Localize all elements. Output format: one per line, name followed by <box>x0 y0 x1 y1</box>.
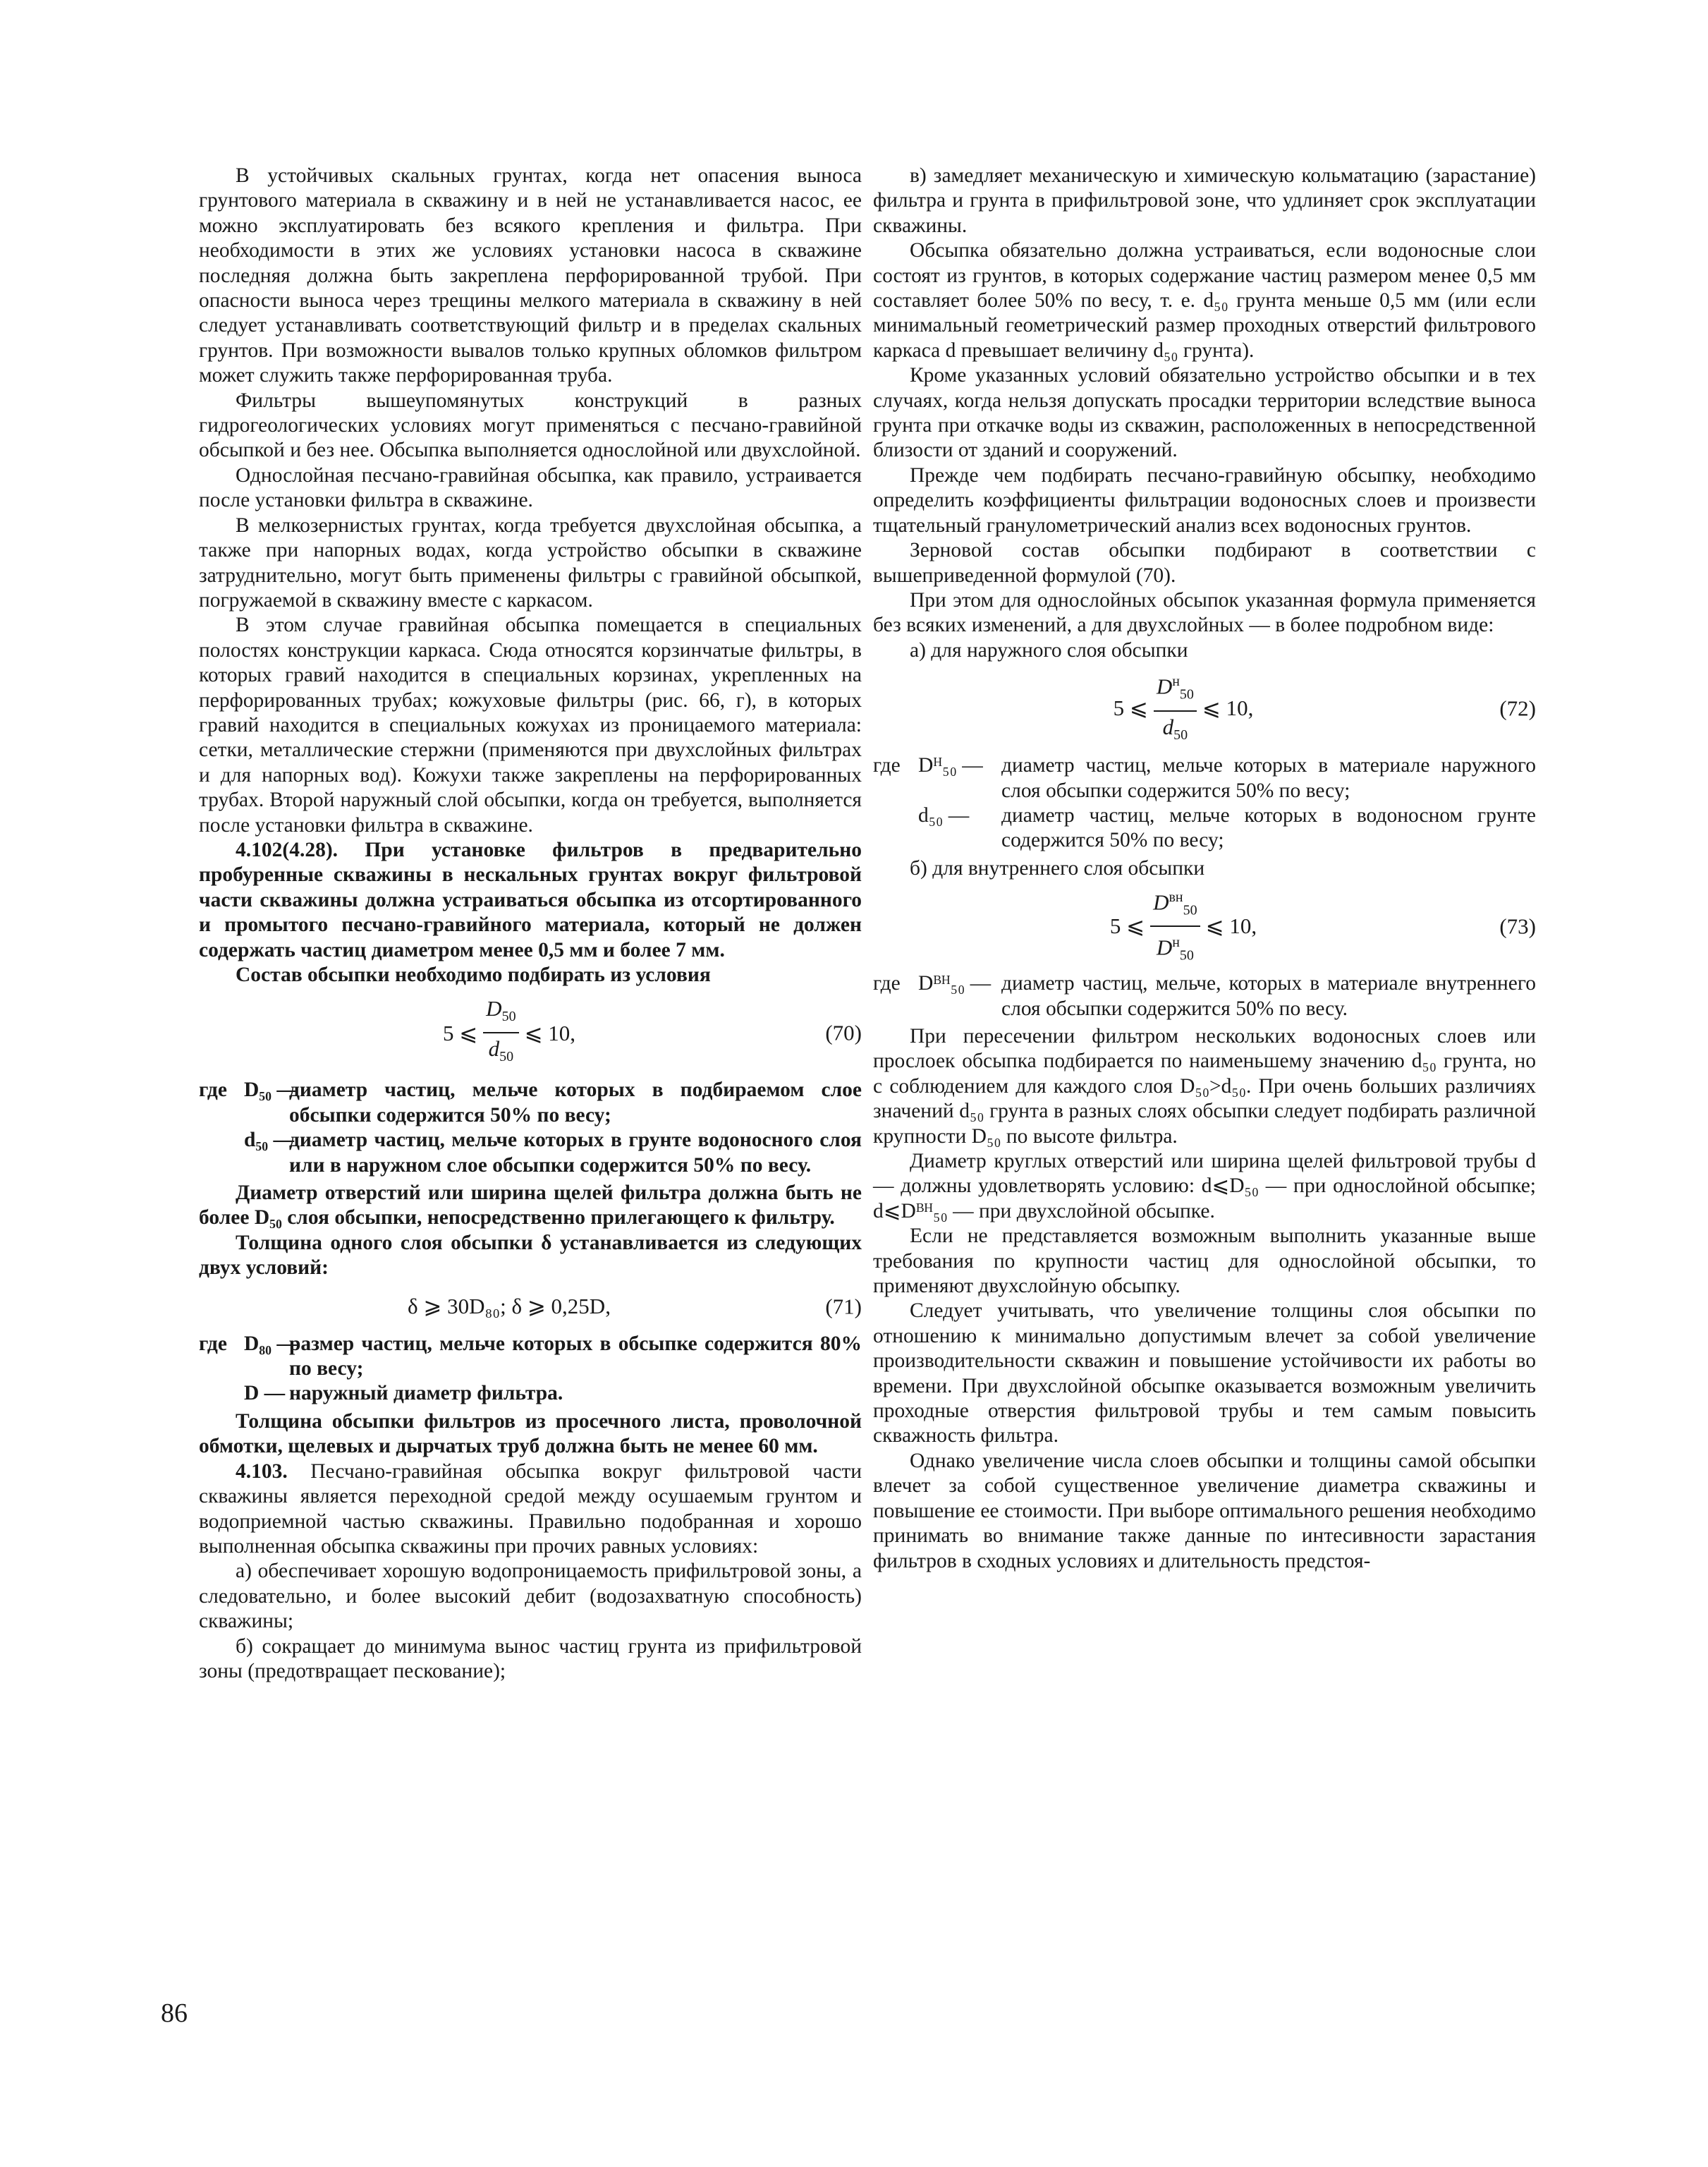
where-label: где <box>199 1079 227 1102</box>
symbol: D — <box>244 1382 286 1405</box>
formula-70 <box>199 992 862 1074</box>
definition: диаметр частиц, мельче которых в материале наружного слоя обсыпки содержится 50% по весу; <box>1001 754 1536 802</box>
paragraph: Однослойная песчано-гравийная обсыпка, как правило, устраивается после установки фильтра в скважине. <box>199 463 862 512</box>
definition: наружный диаметр фильтра. <box>289 1382 563 1405</box>
paragraph: Диаметр отверстий или ширина щелей фильтра должна быть не более D₅₀ слоя обсыпки, непосредственно прилегающего к фильтру. <box>199 1182 862 1230</box>
formula-right: ⩽ 10, <box>1205 913 1257 939</box>
formula-left: 5 ⩽ <box>1113 696 1148 721</box>
formula-72 <box>873 667 1536 749</box>
formula-body: δ ⩾ 30D₈₀; δ ⩾ 0,25D, <box>408 1293 611 1318</box>
definition: диаметр частиц, мельче, которых в материале внутреннего слоя обсыпки содержится 50% по весу. <box>1001 972 1536 1020</box>
symbol: Dᴴ₅₀ — <box>918 754 983 777</box>
fraction: $\frac{D^н_{50}}{d_{50}}$ <box>1154 667 1197 749</box>
symbol: d₅₀ — <box>918 803 970 827</box>
paragraph: Диаметр круглых отверстий или ширина щелей фильтровой трубы d — должны удовлетворять условию: d⩽D₅₀ — при однослойной обсыпке; d⩽Dᴮᴴ₅₀ — при двухслойной обсыпке. <box>873 1150 1536 1222</box>
where-label: где <box>873 754 901 777</box>
paragraph: При этом для однослойных обсыпок указанная формула применяется без всяких изменений, а для двухслойных — в более подробном виде: <box>873 588 1536 637</box>
fraction: $\frac{D^{вн}_{50}}{D^н_{50}}$ <box>1150 883 1200 970</box>
definitions-73 <box>873 971 1536 1021</box>
paragraph: Состав обсыпки необходимо подбирать из условия <box>236 964 711 986</box>
definitions-72 <box>873 753 1536 854</box>
paragraph: Толщина одного слоя обсыпки δ устанавливается из следующих двух условий: <box>199 1231 862 1280</box>
formula-right: ⩽ 10, <box>524 1020 576 1045</box>
left-column <box>199 164 862 1684</box>
symbol: D₈₀ — <box>244 1332 298 1355</box>
paragraph: Однако увеличение числа слоев обсыпки и толщины самой обсыпки влечет за собой существенное увеличение диаметра скважины и повышение ее стоимости. При выборе оптимального решения необходимо принимать во внимание также данные по интесивности зарастания фильтров в сходных условиях и длительность предстоя- <box>873 1449 1536 1572</box>
fraction: $\frac{D_{50}}{d_{50}}$ <box>483 995 518 1071</box>
formula-number: (70) <box>825 1020 862 1045</box>
paragraph: Кроме указанных условий обязательно устройство обсыпки и в тех случаях, когда нельзя допускать просадки территории вследствие выноса грунта при откачке воды из скважин, расположенных в непосредственной близости от зданий и сооружений. <box>873 364 1536 462</box>
paragraph: б) сокращает до минимума вынос частиц грунта из прифильтровой зоны (предотвращает пескование); <box>199 1634 862 1682</box>
definition: диаметр частиц, мельче которых в водоносном грунте содержится 50% по весу; <box>1001 803 1536 852</box>
formula-left: 5 ⩽ <box>1109 913 1145 939</box>
definitions-71 <box>199 1332 862 1407</box>
formula-number: (72) <box>1499 696 1536 721</box>
paragraph: В мелкозернистых грунтах, когда требуется двухслойная обсыпка, а также при напорных водах, когда устройство обсыпки в скважине затруднительно, могут быть применены фильтры с гравийной обсыпкой, погружаемой в скважину вместе с каркасом. <box>199 514 862 612</box>
where-label: где <box>873 972 901 995</box>
definition: диаметр частиц, мельче которых в грунте водоносного слоя или в наружном слое обсыпки содержится 50% по весу. <box>289 1129 862 1177</box>
right-column <box>873 164 1536 1574</box>
where-label: где <box>199 1332 227 1355</box>
symbol: D₅₀ — <box>244 1079 298 1102</box>
formula-number: (73) <box>1499 913 1536 939</box>
paragraph: Следует учитывать, что увеличение толщины слоя обсыпки по отношению к минимально допустимым влечет за собой увеличение производительности скважин и повышение устойчивости их работы во времени. При двухслойной обсыпке оказывается возможным увеличить проходные отверстия фильтровой трубы и тем самым повысить скважность фильтра. <box>873 1299 1536 1447</box>
paragraph: Обсыпка обязательно должна устраиваться, если водоносные слои состоят из грунтов, в которых содержание частиц размером менее 0,5 мм составляет более 50% по весу, т. е. d₅₀ грунта меньше 0,5 мм (или если минимальный геометрический размер проходных отверстий фильтрового каркаса d превышает величину d₅₀ грунта). <box>873 239 1536 362</box>
paragraph: Фильтры вышеупомянутых конструкций в разных гидрогеологических условиях могут применяться с песчано-гравийной обсыпкой и без нее. Обсыпка выполняется однослойной или двухслойной. <box>199 389 862 462</box>
paragraph: а) для наружного слоя обсыпки <box>910 638 1188 662</box>
paragraph: Толщина обсыпки фильтров из просечного листа, проволочной обмотки, щелевых и дырчатых труб должна быть не менее 60 мм. <box>199 1409 862 1458</box>
paragraph: б) для внутреннего слоя обсыпки <box>910 856 1205 880</box>
paragraph: а) обеспечивает хорошую водопроницаемость прифильтровой зоны, а следовательно, и более высокий дебит (водозахватную способность) скважины; <box>199 1560 862 1633</box>
paragraph: Если не представляется возможным выполнить указанные выше требования по крупности частиц для однослойной обсыпки, то применяют двухслойную обсыпку. <box>873 1225 1536 1298</box>
formula-71 <box>199 1285 862 1328</box>
page-number: 86 <box>161 1998 188 2028</box>
paragraph: В этом случае гравийная обсыпка помещается в специальных полостях конструкции каркаса. Сюда относятся корзинчатые фильтры, в которых гравий находится в специальных корзинах, укрепленных на перфорированных трубах; кожуховые фильтры (рис. 66, г), в которых гравий находится в специальных кожухах из проницаемого материала: сетки, металлические стержни (применяются при двухслойных фильтрах и для напорных вод). Кожухи также закреплены на перфорированных трубах. Второй наружный слой обсыпки, когда он требуется, выполняется после установки фильтра в скважине. <box>199 614 862 837</box>
paragraph: Зерновой состав обсыпки подбирают в соответствии с вышеприведенной формулой (70). <box>873 539 1536 587</box>
symbol: d₅₀ — <box>244 1129 294 1152</box>
paragraph: Прежде чем подбирать песчано-гравийную обсыпку, необходимо определить коэффициенты фильтрации водоносных слоев и произвести тщательный гранулометрический анализ всех водоносных грунтов. <box>873 463 1536 537</box>
definition: диаметр частиц, мельче которых в подбираемом слое обсыпки содержится 50% по весу; <box>289 1079 862 1127</box>
definitions-70 <box>199 1078 862 1178</box>
paragraph: В устойчивых скальных грунтах, когда нет опасения выноса грунтового материала в скважину и в ней не устанавливается насос, ее можно эксплуатировать без всякого крепления и фильтра. При необходимости в этих же условиях установки насоса в скважине последняя должна быть закреплена перфорированной трубой. При опасности выноса через трещины мелкого материала в скважину в ней следует устанавливать соответствующий фильтр и в пределах скальных грунтов. При возможности вывалов только крупных обломков фильтром может служить также перфорированная труба. <box>199 164 862 387</box>
paragraph: в) замедляет механическую и химическую кольматацию (зарастание) фильтра и грунта в прифильтровой зоне, что удлиняет срок эксплуатации скважины. <box>873 164 1536 237</box>
paragraph: При пересечении фильтром нескольких водоносных слоев или прослоек обсыпка подбирается по наименьшему значению d₅₀ грунта, но с соблюдением для каждого слоя D₅₀>d₅₀. При очень больших различиях значений d₅₀ грунта в разных слоях обсыпки следует подбирать различной крупности D₅₀ по высоте фильтра. <box>873 1024 1536 1148</box>
symbol: Dᴮᴴ₅₀ — <box>918 972 992 995</box>
clause-4-102: 4.102(4.28). При установке фильтров в предварительно пробуренные скважины в нескальных грунтах вокруг фильтровой части скважины должна устраиваться обсыпка из отсортированного и промытого песчано-гравийного материала, который не должен содержать частиц диаметром менее 0,5 мм и более 7 мм. <box>199 838 862 961</box>
formula-number: (71) <box>825 1293 862 1318</box>
clause-4-103: 4.103. Песчано-гравийная обсыпка вокруг фильтровой части скважины является переходной средой между осушаемым грунтом и водоприемной частью скважины. Правильно подобранная и хорошо выполненная обсыпка скважины при прочих равных условиях: <box>199 1459 862 1558</box>
formula-left: 5 ⩽ <box>442 1020 478 1045</box>
definition: размер частиц, мельче которых в обсыпке содержится 80% по весу; <box>289 1332 862 1380</box>
formula-73 <box>873 885 1536 967</box>
formula-right: ⩽ 10, <box>1202 696 1254 721</box>
